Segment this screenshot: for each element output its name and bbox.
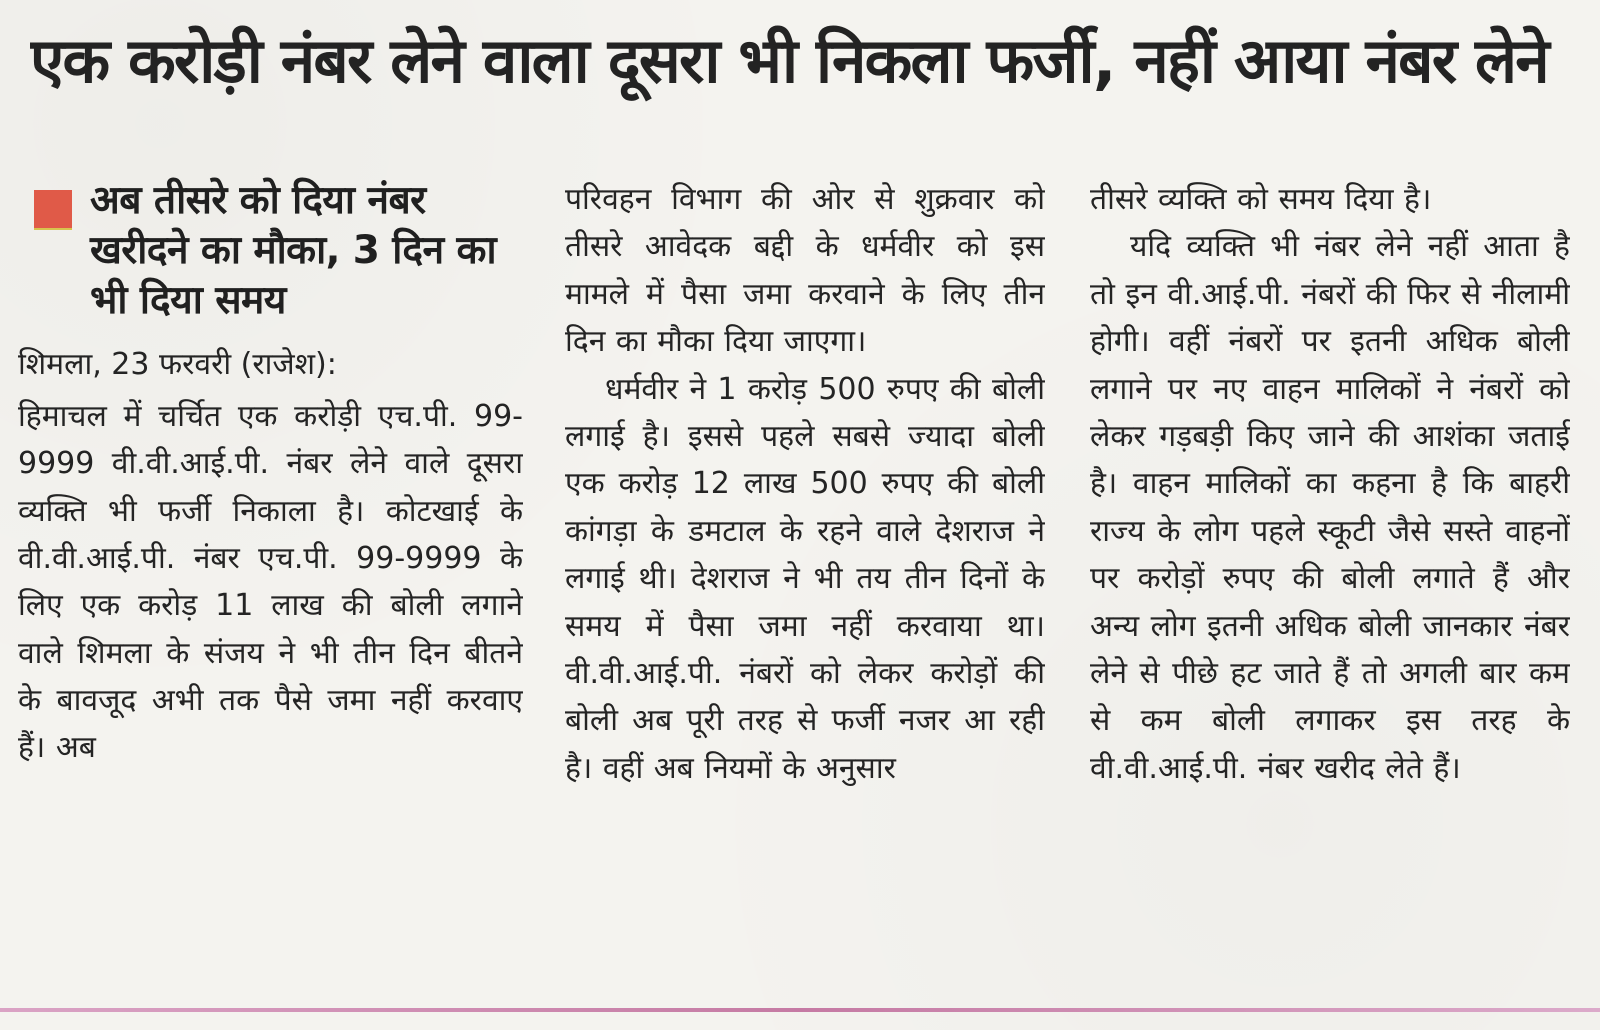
dateline: शिमला, 23 फरवरी (राजेश): xyxy=(18,346,337,382)
column-3-paragraph-2: यदि व्यक्ति भी नंबर लेने नहीं आता है तो इन वी.आई.पी. नंबरों की फिर से नीलामी होगी। वहीं नंबरों पर इतनी अधिक बोली लगाने पर नए वाहन मालिकों ने नंबरों को लेकर गड़बड़ी किए जाने की आशंका जताई है। वाहन मालिकों का कहना है कि बाहरी राज्य के लोग पहले स्कूटी जैसे सस्ते वाहनों पर करोड़ों रुपए की बोली लगाते हैं और अन्य लोग इतनी अधिक बोली जानकार नंबर लेने से पीछे हट जाते हैं तो अगली बार कम से कम बोली लगाकर इस तरह के वी.वी.आई.पी. नंबर खरीद लेते हैं। xyxy=(1090,229,1570,786)
column-2-paragraph-1: परिवहन विभाग की ओर से शुक्रवार को तीसरे आवेदक बद्दी के धर्मवीर को इस मामले में पैसा जमा करवाने के लिए तीन दिन का मौका दिया जाएगा। xyxy=(565,182,1045,360)
article-column-1 xyxy=(18,176,523,976)
headline-block xyxy=(30,22,1575,152)
main-headline: एक करोड़ी नंबर लेने वाला दूसरा भी निकला फर्जी, नहीं आया नंबर लेने xyxy=(30,24,1548,97)
subheadline-block xyxy=(18,176,523,326)
article-column-2 xyxy=(565,176,1045,976)
bottom-rule xyxy=(0,1008,1600,1012)
article-column-3 xyxy=(1090,176,1570,976)
column-1-text: हिमाचल में चर्चित एक करोड़ी एच.पी. 99-9999 वी.वी.आई.पी. नंबर लेने वाले दूसरा व्यक्ति भी फर्जी निकाला है। कोटखाई के वी.वी.आई.पी. नंबर एच.पी. 99-9999 के लिए एक करोड़ 11 लाख की बोली लगाने वाले शिमला के संजय ने भी तीन दिन बीतने के बावजूद अभी तक पैसे जमा नहीं करवाए हैं। अब xyxy=(18,398,523,766)
subheadline: अब तीसरे को दिया नंबर खरीदने का मौका, 3 दिन का भी दिया समय xyxy=(90,178,496,323)
red-square-icon xyxy=(34,190,72,228)
column-3-paragraph-1: तीसरे व्यक्ति को समय दिया है। xyxy=(1090,182,1432,217)
column-2-paragraph-2: धर्मवीर ने 1 करोड़ 500 रुपए की बोली लगाई है। इससे पहले सबसे ज्यादा बोली एक करोड़ 12 लाख 500 रुपए की बोली कांगड़ा के डमटाल के रहने वाले देशराज ने लगाई थी। देशराज ने भी तय तीन दिनों के समय में पैसा जमा नहीं करवाया था। वी.वी.आई.पी. नंबरों को लेकर करोड़ों की बोली अब पूरी तरह से फर्जी नजर आ रही है। वहीं अब नियमों के अनुसार xyxy=(565,371,1045,786)
